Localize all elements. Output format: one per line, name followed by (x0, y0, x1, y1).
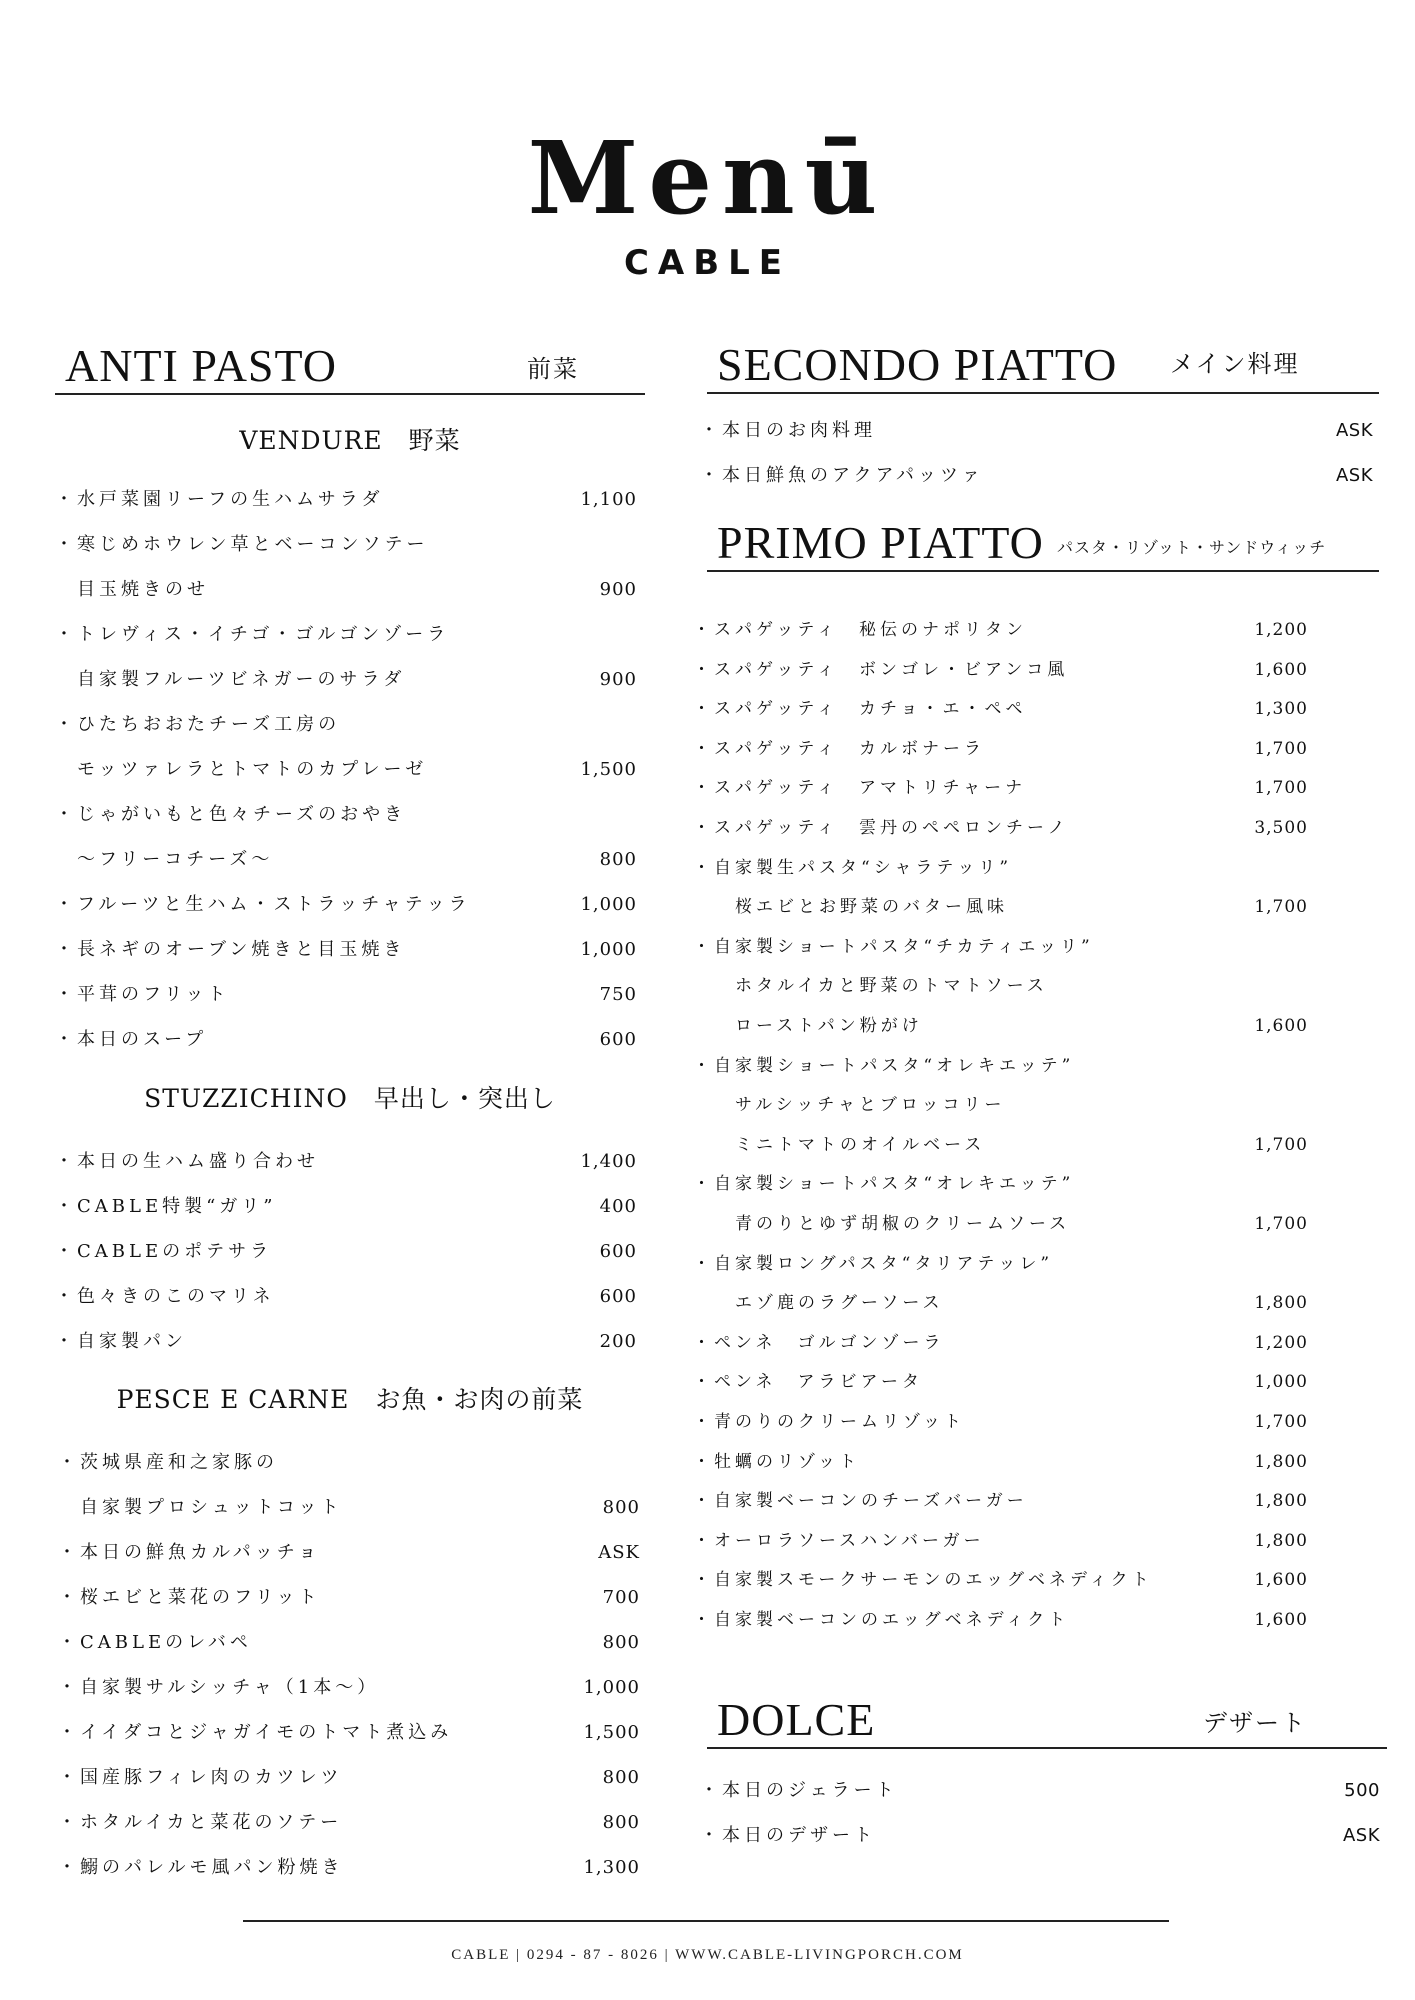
menu-item-price: 200 (599, 1331, 637, 1352)
menu-item-name: ・本日のジェラート (700, 1780, 898, 1801)
menu-item (693, 1169, 1308, 1199)
menu-item (693, 734, 1308, 764)
secondo-jp-title: メイン料理 (1170, 350, 1300, 378)
menu-item (700, 461, 1373, 491)
menu-item (693, 1090, 1308, 1120)
menu-item (58, 1763, 640, 1793)
menu-item-name: 自家製プロシュットコット (58, 1497, 343, 1518)
menu-item-price: 1,100 (580, 489, 637, 510)
menu-item-name: エゾ鹿のラグーソース (693, 1293, 944, 1314)
menu-item (700, 416, 1373, 446)
restaurant-name: CABLE (623, 243, 792, 283)
menu-item-name: ～フリーコチーズ～ (55, 849, 274, 870)
menu-item-name: ・本日鮮魚のアクアパッツァ (700, 465, 984, 486)
menu-item-name: ・フルーツと生ハム・ストラッチャテッラ (55, 894, 471, 915)
menu-item (700, 1776, 1380, 1806)
menu-item (693, 1447, 1308, 1477)
menu-item-name: ・寒じめホウレン草とベーコンソテー (55, 534, 429, 555)
menu-item-price: 500 (1344, 1780, 1380, 1801)
menu-item (55, 485, 637, 515)
antipasto-header (55, 340, 645, 395)
menu-item-name: ・本日のお肉料理 (700, 420, 876, 441)
menu-item (693, 1526, 1308, 1556)
footer-divider (243, 1920, 1169, 1922)
secondo-title: SECONDO PIATTO (717, 339, 1118, 390)
menu-item-price: 1,500 (580, 759, 637, 780)
menu-item-name: ・色々きのこのマリネ (55, 1286, 275, 1307)
menu-item-name: ・イイダコとジャガイモのトマト煮込み (58, 1722, 453, 1743)
menu-item-price: 800 (602, 1767, 640, 1788)
menu-item (58, 1718, 640, 1748)
menu-item-name: ・スパゲッティ 雲丹のペペロンチーノ (693, 818, 1069, 838)
menu-item (55, 1192, 637, 1222)
menu-item-price: 1,600 (1254, 1570, 1308, 1591)
menu-item (693, 1407, 1308, 1437)
menu-item-name: ・鰯のパレルモ風パン粉焼き (58, 1857, 344, 1878)
menu-item-price: 400 (599, 1196, 637, 1217)
menu-item-price: 1,300 (583, 1857, 640, 1878)
menu-item-name: ・本日のスープ (55, 1029, 208, 1050)
secondo-header (707, 339, 1379, 394)
menu-item-name: ・長ネギのオーブン焼きと目玉焼き (55, 939, 406, 960)
menu-item (55, 575, 637, 605)
menu-item (55, 1282, 637, 1312)
menu-item (58, 1853, 640, 1883)
menu-item (55, 530, 637, 560)
primo-jp-title: パスタ・リゾット・サンドウィッチ (1057, 538, 1327, 557)
menu-item-name: ・スパゲッティ ボンゴレ・ビアンコ風 (693, 659, 1069, 680)
menu-item-name: ・スパゲッティ アマトリチャーナ (693, 778, 1027, 799)
dolce-title: DOLCE (717, 1694, 876, 1745)
menu-item-name: 自家製フルーツビネガーのサラダ (55, 669, 406, 690)
menu-item-name: ・自家製生パスタ“シャラテッリ” (693, 857, 1013, 878)
menu-item-price: 1,000 (580, 894, 637, 915)
menu-item-price: 1,200 (1254, 620, 1308, 640)
menu-item (55, 1147, 637, 1177)
stuzzichino-heading: STUZZICHINO 早出し・突出し (144, 1084, 556, 1113)
menu-item-name: ・自家製ベーコンのエッグベネディクト (693, 1610, 1070, 1630)
menu-item-price: 1,500 (583, 1722, 640, 1743)
menu-item-price: 1,600 (1254, 659, 1308, 680)
menu-item-price: 800 (602, 1497, 640, 1518)
menu-item (693, 615, 1308, 645)
menu-item-name: ・平茸のフリット (55, 984, 230, 1005)
menu-item-price: 1,000 (1254, 1372, 1308, 1393)
menu-item-name: 目玉焼きのせ (55, 579, 209, 600)
menu-item-name: ・スパゲッティ カルボナーラ (693, 738, 985, 759)
primo-header (707, 517, 1379, 572)
menu-item-price: 800 (599, 849, 637, 870)
menu-item (693, 1565, 1308, 1595)
menu-item (693, 971, 1308, 1001)
menu-item-name: ・本日のデザート (700, 1825, 876, 1846)
menu-item-price: 1,600 (1254, 1016, 1308, 1036)
menu-item-price: 1,000 (583, 1677, 640, 1698)
menu-item-name: ・国産豚フィレ肉のカツレツ (58, 1767, 343, 1788)
menu-item (693, 1367, 1308, 1397)
menu-item (58, 1808, 640, 1838)
menu-item-price: ASK (598, 1542, 640, 1563)
menu-item-name: ・自家製ショートパスタ“オレキエッテ” (693, 1174, 1075, 1195)
menu-item-name: ・水戸菜園リーフの生ハムサラダ (55, 489, 384, 510)
menu-item-name: ・自家製パン (55, 1331, 187, 1352)
dolce-jp-title: デザート (1203, 1709, 1307, 1737)
menu-item-name: ・オーロラソースハンバーガー (693, 1530, 985, 1551)
menu-item-name: ・本日の鮮魚カルパッチョ (58, 1542, 321, 1563)
menu-item-name: ・CABLE特製“ガリ” (55, 1196, 277, 1217)
menu-item (693, 1288, 1308, 1318)
menu-item-name: 青のりとゆず胡椒のクリームソース (693, 1214, 1071, 1234)
menu-item (693, 1328, 1308, 1358)
menu-item (693, 1011, 1308, 1041)
menu-item-name: ・トレヴィス・イチゴ・ゴルゴンゾーラ (55, 624, 450, 645)
menu-item (55, 755, 637, 785)
menu-item-price: ASK (1335, 420, 1373, 441)
menu-item-name: ・スパゲッティ 秘伝のナポリタン (693, 620, 1027, 640)
menu-item-price: 3,500 (1254, 818, 1308, 838)
menu-item-name: ・自家製ショートパスタ“オレキエッテ” (693, 1055, 1075, 1076)
menu-item-price: 900 (599, 669, 637, 690)
menu-item-name: ・本日の生ハム盛り合わせ (55, 1151, 319, 1172)
menu-item (58, 1628, 640, 1658)
menu-item-name: ・自家製スモークサーモンのエッグベネディクト (693, 1570, 1153, 1591)
menu-item (58, 1673, 640, 1703)
menu-item-price: 1,800 (1254, 1530, 1308, 1551)
menu-item-name: ・ホタルイカと菜花のソテー (58, 1812, 343, 1833)
menu-item (693, 694, 1308, 724)
menu-item (700, 1821, 1380, 1851)
menu-item-name: ・ペンネ アラビアータ (693, 1372, 923, 1393)
menu-item-name: ・ひたちおおたチーズ工房の (55, 714, 341, 735)
menu-item-price: 1,700 (1254, 897, 1308, 918)
menu-item (693, 773, 1308, 803)
menu-item (55, 890, 637, 920)
menu-item (58, 1448, 640, 1478)
menu-item (693, 1209, 1308, 1239)
menu-item-name: ・CABLEのポテサラ (55, 1241, 273, 1262)
menu-item-name: ミニトマトのオイルベース (693, 1134, 986, 1155)
footer-contact: CABLE | 0294 - 87 - 8026 | WWW.CABLE-LIVINGPORCH.COM (451, 1947, 964, 1963)
menu-item (693, 1249, 1308, 1279)
menu-item-price: 1,800 (1254, 1451, 1308, 1472)
menu-item (55, 935, 637, 965)
menu-item-price: 1,200 (1254, 1332, 1308, 1353)
pesce-heading: PESCE E CARNE お魚・お肉の前菜 (116, 1385, 584, 1414)
menu-item (58, 1538, 640, 1568)
antipasto-title: ANTI PASTO (65, 340, 338, 391)
menu-item-price: ASK (1342, 1825, 1380, 1846)
menu-item-name: ・自家製ベーコンのチーズバーガー (693, 1491, 1028, 1512)
menu-item (693, 1605, 1308, 1635)
menu-item-price: 700 (602, 1587, 640, 1608)
menu-item (693, 813, 1308, 843)
dolce-header (707, 1694, 1387, 1749)
menu-title: Menū (527, 119, 888, 237)
menu-item (55, 980, 637, 1010)
primo-title: PRIMO PIATTO (717, 517, 1044, 568)
menu-item-name: モッツァレラとトマトのカプレーゼ (55, 759, 428, 780)
menu-item (693, 1051, 1308, 1081)
menu-item-name: ・じゃがいもと色々チーズのおやき (55, 804, 407, 825)
menu-item-name: ・スパゲッティ カチョ・エ・ペペ (693, 699, 1027, 720)
menu-item-price: 750 (599, 984, 637, 1005)
menu-item-name: ・自家製ショートパスタ“チカティエッリ” (693, 936, 1094, 957)
menu-item-price: 800 (602, 1812, 640, 1833)
menu-item-name: 桜エビとお野菜のバター風味 (693, 897, 1008, 918)
menu-item-name: ・桜エビと菜花のフリット (58, 1587, 321, 1608)
menu-item-price: 600 (599, 1241, 637, 1262)
menu-item-price: 800 (602, 1632, 640, 1653)
menu-item-price: ASK (1335, 465, 1373, 486)
menu-item (55, 710, 637, 740)
menu-item (55, 620, 637, 650)
menu-item-price: 1,700 (1254, 1134, 1308, 1155)
menu-item-price: 1,700 (1254, 1214, 1308, 1234)
menu-item-name: ・茨城県産和之家豚の (58, 1452, 278, 1473)
menu-item (55, 665, 637, 695)
menu-item-price: 1,700 (1254, 738, 1308, 759)
menu-item-price: 600 (599, 1029, 637, 1050)
menu-item-price: 1,800 (1254, 1293, 1308, 1314)
menu-item-price: 1,400 (580, 1151, 637, 1172)
menu-item-name: ・牡蠣のリゾット (693, 1451, 860, 1472)
menu-item (55, 845, 637, 875)
menu-item (693, 1130, 1308, 1160)
menu-item-name: ・自家製ロングパスタ“タリアテッレ” (693, 1253, 1054, 1274)
menu-item-price: 1,000 (580, 939, 637, 960)
antipasto-jp-title: 前菜 (527, 355, 579, 383)
menu-item (55, 1025, 637, 1055)
menu-item (55, 1327, 637, 1357)
menu-item-name: ・CABLEのレバペ (58, 1632, 252, 1653)
menu-item-price: 1,600 (1254, 1610, 1308, 1630)
menu-item-price: 900 (599, 579, 637, 600)
menu-item-name: ・青のりのクリームリゾット (693, 1412, 965, 1432)
menu-item-price: 1,800 (1254, 1491, 1308, 1512)
menu-item-price: 1,700 (1254, 778, 1308, 799)
menu-item-price: 1,300 (1254, 699, 1308, 720)
menu-item (55, 1237, 637, 1267)
menu-item-price: 1,700 (1254, 1412, 1308, 1432)
menu-item-price: 600 (599, 1286, 637, 1307)
menu-item-name: ローストパン粉がけ (693, 1016, 923, 1036)
menu-item (693, 892, 1308, 922)
menu-item-name: ・自家製サルシッチャ（1本～） (58, 1677, 380, 1698)
menu-item (58, 1493, 640, 1523)
menu-item (693, 932, 1308, 962)
menu-item (693, 655, 1308, 685)
menu-item (55, 800, 637, 830)
menu-item (58, 1583, 640, 1613)
menu-item-name: ・ペンネ ゴルゴンゾーラ (693, 1332, 945, 1353)
menu-item-name: ホタルイカと野菜のトマトソース (693, 976, 1048, 997)
menu-item-name: サルシッチャとブロッコリー (693, 1095, 1006, 1116)
menu-item (693, 853, 1308, 883)
menu-item (693, 1486, 1308, 1516)
vendure-heading: VENDURE 野菜 (239, 426, 461, 455)
